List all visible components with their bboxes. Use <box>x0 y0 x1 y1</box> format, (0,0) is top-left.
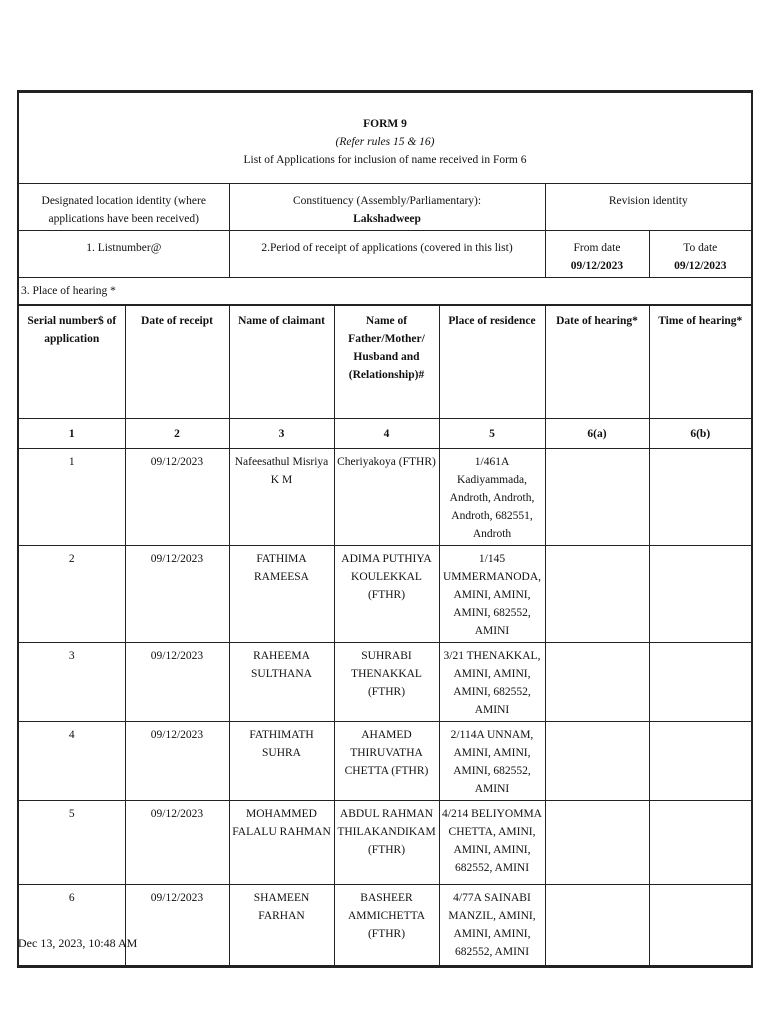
date-cell: 09/12/2023 <box>125 643 229 722</box>
form-title-block <box>18 92 752 184</box>
hearing-time-cell <box>649 546 752 643</box>
relation-cell: BASHEER AMMICHETTA (FTHR) <box>334 885 439 967</box>
serial-cell: 3 <box>18 643 125 722</box>
from-date-cell <box>545 231 649 278</box>
table-row <box>18 546 752 643</box>
place-of-hearing-label: 3. Place of hearing * <box>18 278 752 305</box>
hearing-date-cell <box>545 722 649 801</box>
form-title: FORM 9 <box>363 118 407 130</box>
table-row <box>18 801 752 885</box>
column-number: 6(a) <box>545 419 649 449</box>
claimant-cell: Nafeesathul Misriya K M <box>229 449 334 546</box>
hearing-time-cell <box>649 449 752 546</box>
residence-cell: 4/77A SAINABI MANZIL, AMINI, AMINI, AMINI, 682552, AMINI <box>439 885 545 967</box>
revision-identity-label: Revision identity <box>545 184 752 231</box>
constituency-label: Constituency (Assembly/Parliamentary): <box>292 195 482 207</box>
column-number-row <box>18 419 752 449</box>
column-number: 4 <box>334 419 439 449</box>
hearing-time-cell <box>649 722 752 801</box>
column-number: 2 <box>125 419 229 449</box>
to-date-label: To date <box>683 242 718 254</box>
claimant-cell: SHAMEEN FARHAN <box>229 885 334 967</box>
column-header: Name of Father/Mother/ Husband and (Relationship)# <box>334 306 439 419</box>
claimant-cell: FATHIMA RAMEESA <box>229 546 334 643</box>
claimant-cell: MOHAMMED FALALU RAHMAN <box>229 801 334 885</box>
table-row <box>18 722 752 801</box>
relation-cell: ADIMA PUTHIYA KOULEKKAL (FTHR) <box>334 546 439 643</box>
serial-cell: 5 <box>18 801 125 885</box>
listnumber-label: 1. Listnumber@ <box>18 231 229 278</box>
relation-cell: ABDUL RAHMAN THILAKANDIKAM (FTHR) <box>334 801 439 885</box>
hearing-time-cell <box>649 643 752 722</box>
applications-table <box>17 305 753 968</box>
column-number: 6(b) <box>649 419 752 449</box>
column-header: Date of hearing* <box>545 306 649 419</box>
residence-cell: 4/214 BELIYOMMA CHETTA, AMINI, AMINI, AMINI, 682552, AMINI <box>439 801 545 885</box>
table-header-row <box>18 306 752 419</box>
hearing-date-cell <box>545 885 649 967</box>
table-row <box>18 643 752 722</box>
date-cell: 09/12/2023 <box>125 546 229 643</box>
serial-cell: 6 <box>18 885 125 967</box>
relation-cell: Cheriyakoya (FTHR) <box>334 449 439 546</box>
column-number: 3 <box>229 419 334 449</box>
to-date-value: 09/12/2023 <box>674 260 727 272</box>
hearing-date-cell <box>545 643 649 722</box>
date-cell: 09/12/2023 <box>125 449 229 546</box>
residence-cell: 1/461A Kadiyammada, Androth, Androth, Androth, 682551, Androth <box>439 449 545 546</box>
serial-cell: 4 <box>18 722 125 801</box>
constituency-cell <box>229 184 545 231</box>
column-number: 5 <box>439 419 545 449</box>
from-date-value: 09/12/2023 <box>570 260 624 272</box>
form-sheet <box>17 90 751 968</box>
hearing-time-cell <box>649 885 752 967</box>
column-header: Name of claimant <box>229 306 334 419</box>
column-header: Time of hearing* <box>649 306 752 419</box>
relation-cell: SUHRABI THENAKKAL (FTHR) <box>334 643 439 722</box>
hearing-date-cell <box>545 449 649 546</box>
residence-cell: 2/114A UNNAM, AMINI, AMINI, AMINI, 682552, AMINI <box>439 722 545 801</box>
table-row <box>18 885 752 967</box>
residence-cell: 3/21 THENAKKAL, AMINI, AMINI, AMINI, 682552, AMINI <box>439 643 545 722</box>
period-label: 2.Period of receipt of applications (covered in this list) <box>229 231 545 278</box>
serial-cell: 2 <box>18 546 125 643</box>
residence-cell: 1/145 UMMERMANODA, AMINI, AMINI, AMINI, 682552, AMINI <box>439 546 545 643</box>
hearing-date-cell <box>545 801 649 885</box>
claimant-cell: RAHEEMA SULTHANA <box>229 643 334 722</box>
table-row <box>18 449 752 546</box>
claimant-cell: FATHIMATH SUHRA <box>229 722 334 801</box>
form-header-table <box>17 90 753 305</box>
column-number: 1 <box>18 419 125 449</box>
column-header: Place of residence <box>439 306 545 419</box>
from-date-label: From date <box>573 242 621 254</box>
date-cell: 09/12/2023 <box>125 801 229 885</box>
relation-cell: AHAMED THIRUVATHA CHETTA (FTHR) <box>334 722 439 801</box>
print-timestamp: Dec 13, 2023, 10:48 AM <box>18 936 138 950</box>
constituency-value: Lakshadweep <box>353 213 421 225</box>
serial-cell: 1 <box>18 449 125 546</box>
form-subtitle: (Refer rules 15 & 16) <box>335 136 435 148</box>
date-cell: 09/12/2023 <box>125 885 229 967</box>
to-date-cell <box>649 231 752 278</box>
column-header: Date of receipt <box>125 306 229 419</box>
date-cell: 09/12/2023 <box>125 722 229 801</box>
column-header: Serial number$ of application <box>18 306 125 419</box>
hearing-date-cell <box>545 546 649 643</box>
designated-location-label: Designated location identity (where applications have been received) <box>18 184 229 231</box>
form-description: List of Applications for inclusion of name received in Form 6 <box>243 154 527 166</box>
hearing-time-cell <box>649 801 752 885</box>
